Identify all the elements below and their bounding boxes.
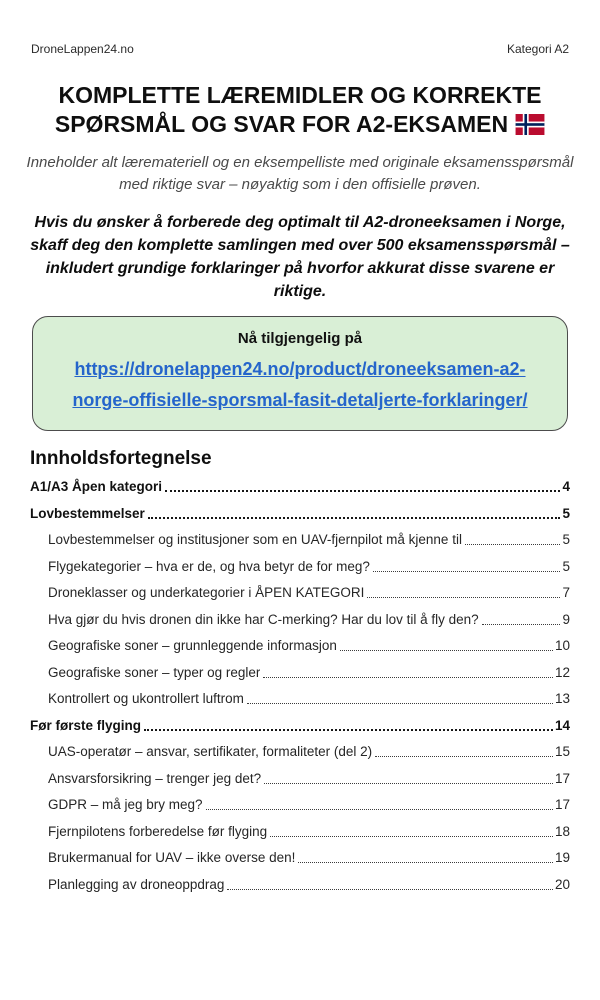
toc-entry-page: 15	[554, 744, 570, 759]
toc-entry-page: 20	[554, 876, 570, 892]
toc-entry	[30, 583, 570, 602]
toc-entry	[30, 848, 570, 867]
page-header	[0, 0, 600, 56]
toc-entry-page: 19	[554, 850, 570, 865]
toc-entry	[30, 477, 570, 496]
toc-entry-page: 7	[562, 585, 570, 600]
toc-entry	[30, 530, 570, 549]
toc-dotted-leader	[263, 677, 553, 678]
toc-entry-label: Fjernpilotens forberedelse før flyging	[48, 823, 268, 839]
toc-entry	[30, 742, 570, 761]
toc-entry-page: 4	[562, 479, 570, 494]
toc-entry-label: Hva gjør du hvis dronen din ikke har C-merking? Har du lov til å fly den?	[48, 611, 479, 627]
availability-heading: Nå tilgjengelig på	[237, 330, 363, 347]
toc-dotted-leader	[298, 862, 553, 863]
toc-entry-page: 17	[554, 797, 570, 812]
promo-text: Hvis du ønsker å forberede deg optimalt til A2-droneeksamen i Norge, skaff deg den komplette samlingen med over 500 eksamensspørsmål – inkludert grundige forklaringer på hvorfor akkurat disse svarene er riktige.	[30, 214, 570, 300]
toc-entry	[30, 716, 570, 735]
toc-dotted-leader	[375, 756, 553, 757]
toc-entry	[30, 610, 570, 629]
toc-entry-label: Lovbestemmelser og institusjoner som en UAV-fjernpilot må kjenne til	[48, 532, 462, 547]
toc-dotted-leader	[227, 889, 553, 890]
toc-dotted-leader	[148, 517, 561, 519]
toc-entry-page: 10	[554, 638, 570, 653]
subtitle-text: Inneholder alt læremateriell og en eksempelliste med originale eksamensspørsmål med riktige svar – nøyaktig som i den offisielle prøven.	[26, 154, 574, 193]
product-link[interactable]: https://dronelappen24.no/product/droneeksamen-a2-norge-offisielle-sporsmal-fasit-detaljerte-forklaringer/	[72, 359, 528, 410]
toc-entry-label: Planlegging av droneoppdrag	[48, 876, 225, 892]
toc-entry	[30, 504, 570, 523]
toc-entry-page: 5	[562, 532, 570, 547]
toc-entry-page: 12	[554, 664, 570, 680]
toc-dotted-leader	[340, 650, 553, 651]
toc-entry	[30, 557, 570, 576]
availability-box	[32, 316, 568, 431]
toc-entry-page: 17	[554, 770, 570, 786]
toc-dotted-leader	[482, 624, 561, 625]
toc-entry-label: Geografiske soner – grunnleggende informasjon	[48, 638, 337, 653]
toc-entry-label: Lovbestemmelser	[30, 505, 145, 521]
toc-entry-label: Kontrollert og ukontrollert luftrom	[48, 691, 244, 706]
toc-entry-label: Flygekategorier – hva er de, og hva betyr de for meg?	[48, 558, 370, 574]
toc-dotted-leader	[465, 544, 561, 545]
toc-entry	[30, 636, 570, 655]
toc-entry	[30, 795, 570, 814]
toc-entry-label: A1/A3 Åpen kategori	[30, 479, 163, 494]
toc-entry-page: 9	[562, 611, 570, 627]
toc-heading: Innholdsfortegnelse	[30, 448, 212, 469]
toc-entry	[30, 689, 570, 708]
toc-dotted-leader	[367, 597, 560, 598]
page-title	[0, 81, 600, 139]
toc-entry-page: 14	[554, 717, 570, 733]
toc-entry-label: Ansvarsforsikring – trenger jeg det?	[48, 770, 262, 786]
toc-dotted-leader	[264, 783, 553, 784]
toc-entry	[30, 769, 570, 788]
toc-entry-page: 18	[554, 823, 570, 839]
toc-dotted-leader	[247, 703, 553, 704]
norway-flag-icon	[515, 114, 545, 135]
header-category-label: Kategori A2	[506, 42, 569, 56]
toc-entry-label: Før første flyging	[30, 717, 141, 733]
toc-entry-label: Geografiske soner – typer og regler	[48, 664, 261, 680]
page-title-line1: KOMPLETTE LÆREMIDLER OG KORREKTE	[58, 82, 542, 108]
toc-dotted-leader	[206, 809, 553, 810]
toc-entry-label: Brukermanual for UAV – ikke overse den!	[48, 850, 296, 865]
toc-entry-label: GDPR – må jeg bry meg?	[48, 797, 203, 812]
toc-entry-label: UAS-operatør – ansvar, sertifikater, formaliteter (del 2)	[48, 744, 373, 759]
toc-entry-page: 5	[562, 558, 570, 574]
toc-list	[30, 477, 570, 894]
toc-entry-label: Droneklasser og underkategorier i ÅPEN KATEGORI	[48, 585, 365, 600]
toc-dotted-leader	[373, 571, 561, 572]
toc-dotted-leader	[165, 490, 560, 492]
toc-entry-page: 13	[554, 691, 570, 706]
toc-entry	[30, 663, 570, 682]
header-site-name: DroneLappen24.no	[31, 42, 134, 56]
toc-entry	[30, 875, 570, 894]
toc-dotted-leader	[144, 729, 553, 731]
page-title-line2: SPØRSMÅL OG SVAR FOR A2-EKSAMEN	[54, 111, 509, 137]
toc-entry-page: 5	[562, 505, 570, 521]
toc-entry	[30, 822, 570, 841]
toc-dotted-leader	[270, 836, 553, 837]
